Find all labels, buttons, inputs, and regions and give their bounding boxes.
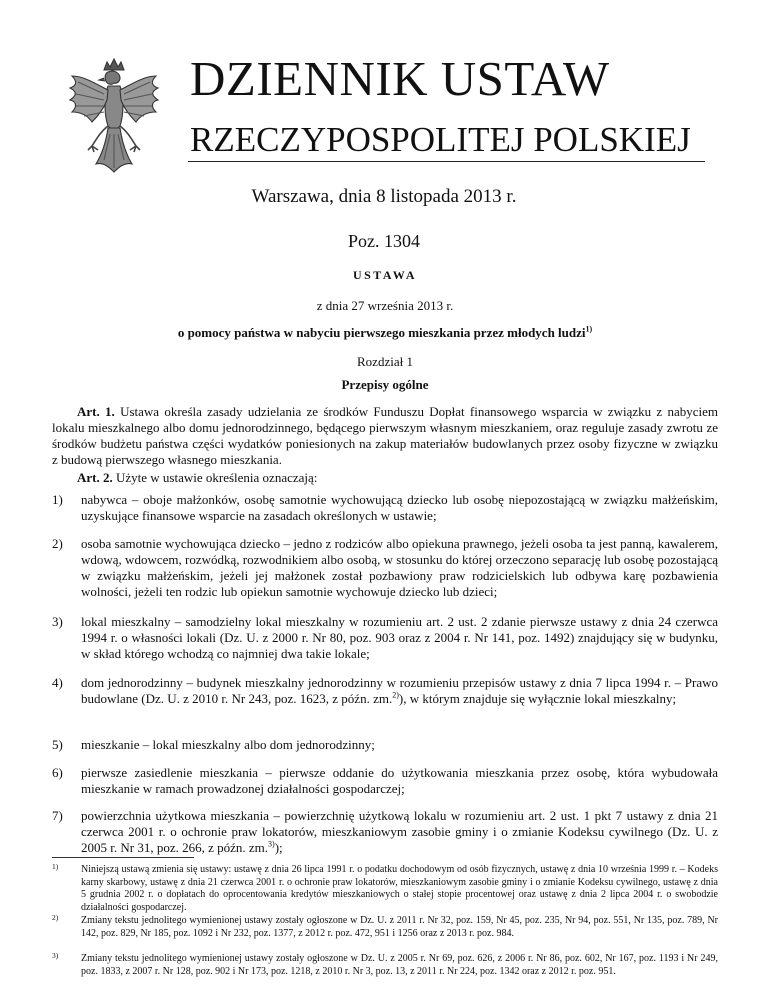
act-title-footnote-ref: 1)	[585, 324, 593, 334]
definition-number: 1)	[52, 492, 63, 507]
definition-item	[52, 614, 718, 662]
definition-item	[52, 675, 718, 707]
footnote-text: Zmiany tekstu jednolitego wymienionej ustawy zostały ogłoszone w Dz. U. z 2005 r. Nr 69, poz. 626, z 2006 r. Nr 86, poz. 602, Nr 167, poz. 1193 i Nr 249, poz. 1833, z 2007 r. Nr 128, poz. 902 i Nr 173, poz. 1218, z 2010 r. Nr 3, poz. 13, z 2011 r. Nr 224, poz. 1342 oraz z 2012 r. poz. 951.	[81, 953, 718, 977]
definition-number: 2)	[52, 536, 63, 551]
footnote-mark: 1)	[52, 862, 59, 871]
polish-eagle-emblem	[64, 56, 164, 174]
footnote	[52, 953, 718, 978]
journal-subtitle: RZECZYPOSPOLITEJ POLSKIEJ	[190, 120, 691, 159]
definition-number: 3)	[52, 614, 63, 629]
article-1-text: Ustawa określa zasady udzielania ze środków Funduszu Dopłat finansowego wsparcia w związku z nabyciem lokalu mieszkalnego albo domu jednorodzinnego, będącego pierwszym własnym mieszkaniem, oraz reguluje zasady zwrotu ze środków budżetu państwa części wydatków poniesionych na zakup materiałów budowlanych przez osoby fizyczne w związku z budową pierwszego własnego mieszkania.	[52, 404, 718, 467]
definition-text: nabywca – oboje małżonków, osobę samotnie wychowującą dziecko lub osobę niepozostającą w związku małżeńskim, uzyskujące finansowe wsparcie na zasadach określonych w ustawie;	[81, 492, 718, 523]
definition-text: osoba samotnie wychowująca dziecko – jedno z rodziców albo opiekuna prawnego, jeżeli osoba ta jest panną, kawalerem, wdową, wdowcem, rozwódką, rozwodnikiem albo osobą, w stosunku do której orzeczono separację lub osobę pozostającą w związku małżeńskim, jeżeli jej małżonek został pozbawiony praw rodzicielskich lub odbywa karę pozbawienia wolności, jeżeli ten rodzic lub opiekun samotnie wychowuje dziecko lub dzieci;	[81, 536, 718, 599]
act-title-text: o pomocy państwa w nabyciu pierwszego mieszkania przez młodych ludzi	[177, 325, 586, 340]
act-title	[52, 325, 718, 341]
definition-number: 6)	[52, 765, 63, 780]
definition-text-part: powierzchnia użytkowa mieszkania – powierzchnię użytkową lokalu w rozumieniu art. 2 ust. 1 pkt 7 ustawy z dnia 21 czerwca 2001 r. o ochronie praw lokatorów, mieszkaniowym zasobie gminy i o zmianie Kodeksu cywilnego (Dz. U. z 2005 r. Nr 31, poz. 266, z późn. zm.	[81, 808, 718, 855]
footnote-mark: 3)	[52, 951, 59, 960]
footnote-text: Niniejszą ustawą zmienia się ustawy: ustawę z dnia 26 lipca 1991 r. o podatku dochodowym od osób fizycznych, ustawę z dnia 10 września 1999 r. – Kodeks karny skarbowy, ustawę z dnia 21 czerwca 2001 r. o ochronie praw lokatorów, mieszkaniowym zasobie gminy i o zmianie Kodeksu cywilnego, ustawę z dnia 5 grudnia 2002 r. o dopłatach do oprocentowania kredytów mieszkaniowych o stałej stopie procentowej oraz ustawę z dnia 2 lipca 2004 r. o swobodzie działalności gospodarczej.	[81, 864, 718, 913]
footnote-mark: 2)	[52, 913, 59, 922]
footnote	[52, 864, 718, 914]
definition-item	[52, 536, 718, 600]
chapter-name: Przepisy ogólne	[341, 377, 429, 392]
definition-item	[52, 808, 718, 856]
definition-item	[52, 492, 718, 524]
definition-number: 7)	[52, 808, 63, 823]
definition-text	[81, 675, 718, 707]
footnote-ref: 3)	[268, 839, 275, 849]
publication-date: Warszawa, dnia 8 listopada 2013 r.	[251, 186, 517, 207]
definition-text: mieszkanie – lokal mieszkalny albo dom jednorodzinny;	[81, 737, 375, 752]
definition-item	[52, 737, 718, 753]
definition-number: 4)	[52, 675, 63, 690]
definition-text: lokal mieszkalny – samodzielny lokal mieszkalny w rozumieniu art. 2 ust. 2 zdanie pierwsze ustawy z dnia 24 czerwca 1994 r. o własności lokali (Dz. U. z 2000 r. Nr 80, poz. 903 oraz z 2004 r. Nr 141, poz. 1492) znajdujący się w budynku, w skład którego wchodzą co najmniej dwa takie lokale;	[81, 614, 718, 661]
act-type: USTAWA	[352, 268, 418, 282]
definition-text-part: ), w którym znajduje się wyłącznie lokal mieszkalny;	[398, 691, 677, 706]
header-divider	[188, 161, 705, 162]
journal-title: DZIENNIK USTAW	[190, 51, 610, 106]
definition-text-part: dom jednorodzinny – budynek mieszkalny jednorodzinny w rozumieniu przepisów ustawy z dnia 7 lipca 1994 r. – Prawo budowlane (Dz. U. z 2010 r. Nr 243, poz. 1623, z późn. zm.	[81, 675, 718, 706]
article-1-label: Art. 1.	[77, 404, 115, 419]
article-2-label: Art. 2.	[77, 470, 113, 485]
article-2	[52, 470, 718, 486]
footnote-text: Zmiany tekstu jednolitego wymienionej ustawy zostały ogłoszone w Dz. U. z 2011 r. Nr 32, poz. 159, Nr 45, poz. 235, Nr 94, poz. 551, Nr 135, poz. 789, Nr 142, poz. 829, Nr 185, poz. 1092 i Nr 232, poz. 1377, z 2012 r. poz. 472, 951 i 1256 oraz z 2013 r. poz. 984.	[81, 915, 718, 939]
act-date: z dnia 27 września 2013 r.	[316, 298, 454, 313]
definition-text-part: );	[274, 840, 283, 855]
definition-text	[81, 808, 718, 856]
article-2-text: Użyte w ustawie określenia oznaczają:	[112, 470, 318, 485]
definition-number: 5)	[52, 737, 63, 752]
position-number: Poz. 1304	[348, 231, 420, 251]
definition-text: pierwsze zasiedlenie mieszkania – pierwsze oddanie do użytkowania mieszkania przez osobę, która wybudowała mieszkanie w ramach prowadzonej działalności gospodarczej;	[81, 765, 718, 796]
footnote-divider	[52, 857, 194, 858]
footnote	[52, 915, 718, 940]
article-1	[52, 404, 718, 468]
definition-item	[52, 765, 718, 797]
footnote-ref: 2)	[392, 690, 399, 700]
chapter-number: Rozdział 1	[357, 354, 413, 369]
